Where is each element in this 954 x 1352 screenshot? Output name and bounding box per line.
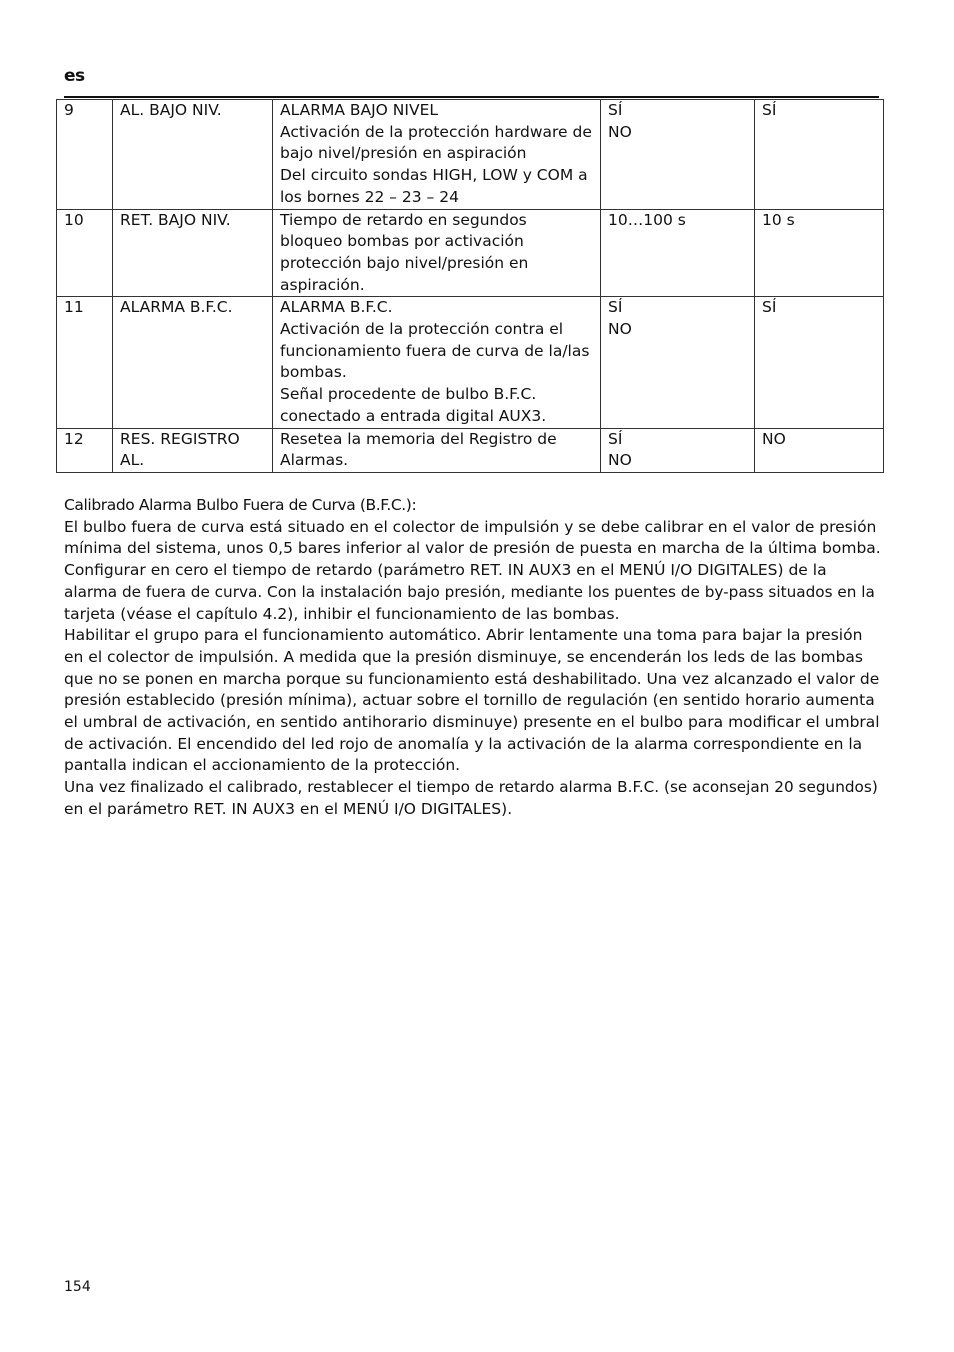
table-row [57, 428, 884, 472]
param-description-line: Tiempo de retardo en segundos [280, 210, 527, 229]
param-name: AL. BAJO NIV. [113, 100, 273, 210]
calibration-section [64, 495, 884, 821]
page-number: 154 [64, 1279, 91, 1295]
param-description-line: Resetea la memoria del Registro de [280, 429, 557, 448]
table-row [57, 297, 884, 428]
body-text-line: El bulbo fuera de curva está situado en el colector de impulsión y se debe calibrar en el valor de presión [64, 517, 877, 536]
language-code: es [64, 66, 85, 86]
body-text-line: que no se ponen en marcha porque su funcionamiento está deshabilitado. Una vez alcanzado el valor de [64, 669, 880, 688]
param-description-line: funcionamiento fuera de curva de la/las [280, 341, 590, 360]
param-description-line: bajo nivel/presión en aspiración [280, 144, 527, 163]
param-description [273, 297, 601, 428]
param-description-line: Del circuito sondas HIGH, LOW y COM a [280, 166, 588, 185]
param-description-line: Señal procedente de bulbo B.F.C. [280, 385, 537, 404]
param-description-line: Activación de la protección hardware de [280, 122, 592, 141]
param-range-line: NO [608, 122, 632, 141]
param-name: ALARMA B.F.C. [113, 297, 273, 428]
param-range-line: 10…100 s [608, 210, 686, 229]
param-description-line: bloqueo bombas por activación [280, 232, 524, 251]
parameters-table-body [57, 100, 884, 473]
param-description-line: bombas. [280, 363, 347, 382]
table-row [57, 209, 884, 297]
body-text-line: presión establecido (presión mínima), actuar sobre el tornillo de regulación (en sentido horario aumenta [64, 691, 875, 710]
param-description-line: protección bajo nivel/presión en [280, 253, 529, 272]
param-number: 9 [57, 100, 113, 210]
table-row [57, 100, 884, 210]
parameters-table [56, 99, 884, 473]
param-default: NO [755, 428, 884, 472]
param-description-line: los bornes 22 – 23 – 24 [280, 187, 459, 206]
body-text-line: Una vez finalizado el calibrado, restablecer el tiempo de retardo alarma B.F.C. (se aconsejan 20 segundos) [64, 778, 878, 797]
param-description-line: conectado a entrada digital AUX3. [280, 406, 547, 425]
param-description-line: aspiración. [280, 275, 365, 294]
param-range [601, 297, 755, 428]
body-text-line: en el parámetro RET. IN AUX3 en el MENÚ I/O DIGITALES). [64, 799, 513, 818]
section-title: Calibrado Alarma Bulbo Fuera de Curva (B.F.C.): [64, 496, 417, 514]
param-number: 11 [57, 297, 113, 428]
body-text-line: Habilitar el grupo para el funcionamiento automático. Abrir lentamente una toma para bajar la presión [64, 626, 863, 645]
param-range-line: NO [608, 451, 632, 470]
param-range-line: SÍ [608, 429, 623, 448]
body-text-line: de activación. El encendido del led rojo de anomalía y la activación de la alarma correspondiente en la [64, 734, 863, 753]
param-range [601, 428, 755, 472]
param-description-line: ALARMA BAJO NIVEL [280, 101, 439, 119]
param-description [273, 100, 601, 210]
param-description-line: ALARMA B.F.C. [280, 298, 393, 317]
body-text-line: mínima del sistema, unos 0,5 bares inferior al valor de presión de puesta en marcha de la última bomba. [64, 539, 881, 558]
param-description-line: Activación de la protección contra el [280, 320, 564, 339]
param-range-line: SÍ [608, 101, 623, 119]
param-range-line: SÍ [608, 298, 623, 317]
body-text-line: en el colector de impulsión. A medida que la presión disminuye, se encenderán los leds de las bombas [64, 647, 863, 666]
param-range-line: NO [608, 320, 632, 339]
param-description [273, 428, 601, 472]
param-default: SÍ [755, 297, 884, 428]
body-text-line: pantalla indican el accionamiento de la protección. [64, 756, 461, 775]
section-body [64, 517, 884, 821]
param-name: RET. BAJO NIV. [113, 209, 273, 297]
param-range [601, 100, 755, 210]
param-description [273, 209, 601, 297]
body-text-line: Configurar en cero el tiempo de retardo (parámetro RET. IN AUX3 en el MENÚ I/O DIGITALES) de la [64, 561, 827, 580]
body-text-line: alarma de fuera de curva. Con la instalación bajo presión, mediante los puentes de by-pass situados en la [64, 582, 875, 601]
header-rule [64, 96, 879, 98]
param-range [601, 209, 755, 297]
body-text-line: tarjeta (véase el capítulo 4.2), inhibir el funcionamiento de las bombas. [64, 604, 620, 623]
param-name: RES. REGISTRO AL. [113, 428, 273, 472]
param-description-line: Alarmas. [280, 451, 349, 470]
body-text-line: el umbral de activación, en sentido antihorario disminuye) presente en el bulbo para modificar el umbral [64, 713, 880, 732]
param-default: 10 s [755, 209, 884, 297]
param-number: 10 [57, 209, 113, 297]
param-number: 12 [57, 428, 113, 472]
param-default: SÍ [755, 100, 884, 210]
